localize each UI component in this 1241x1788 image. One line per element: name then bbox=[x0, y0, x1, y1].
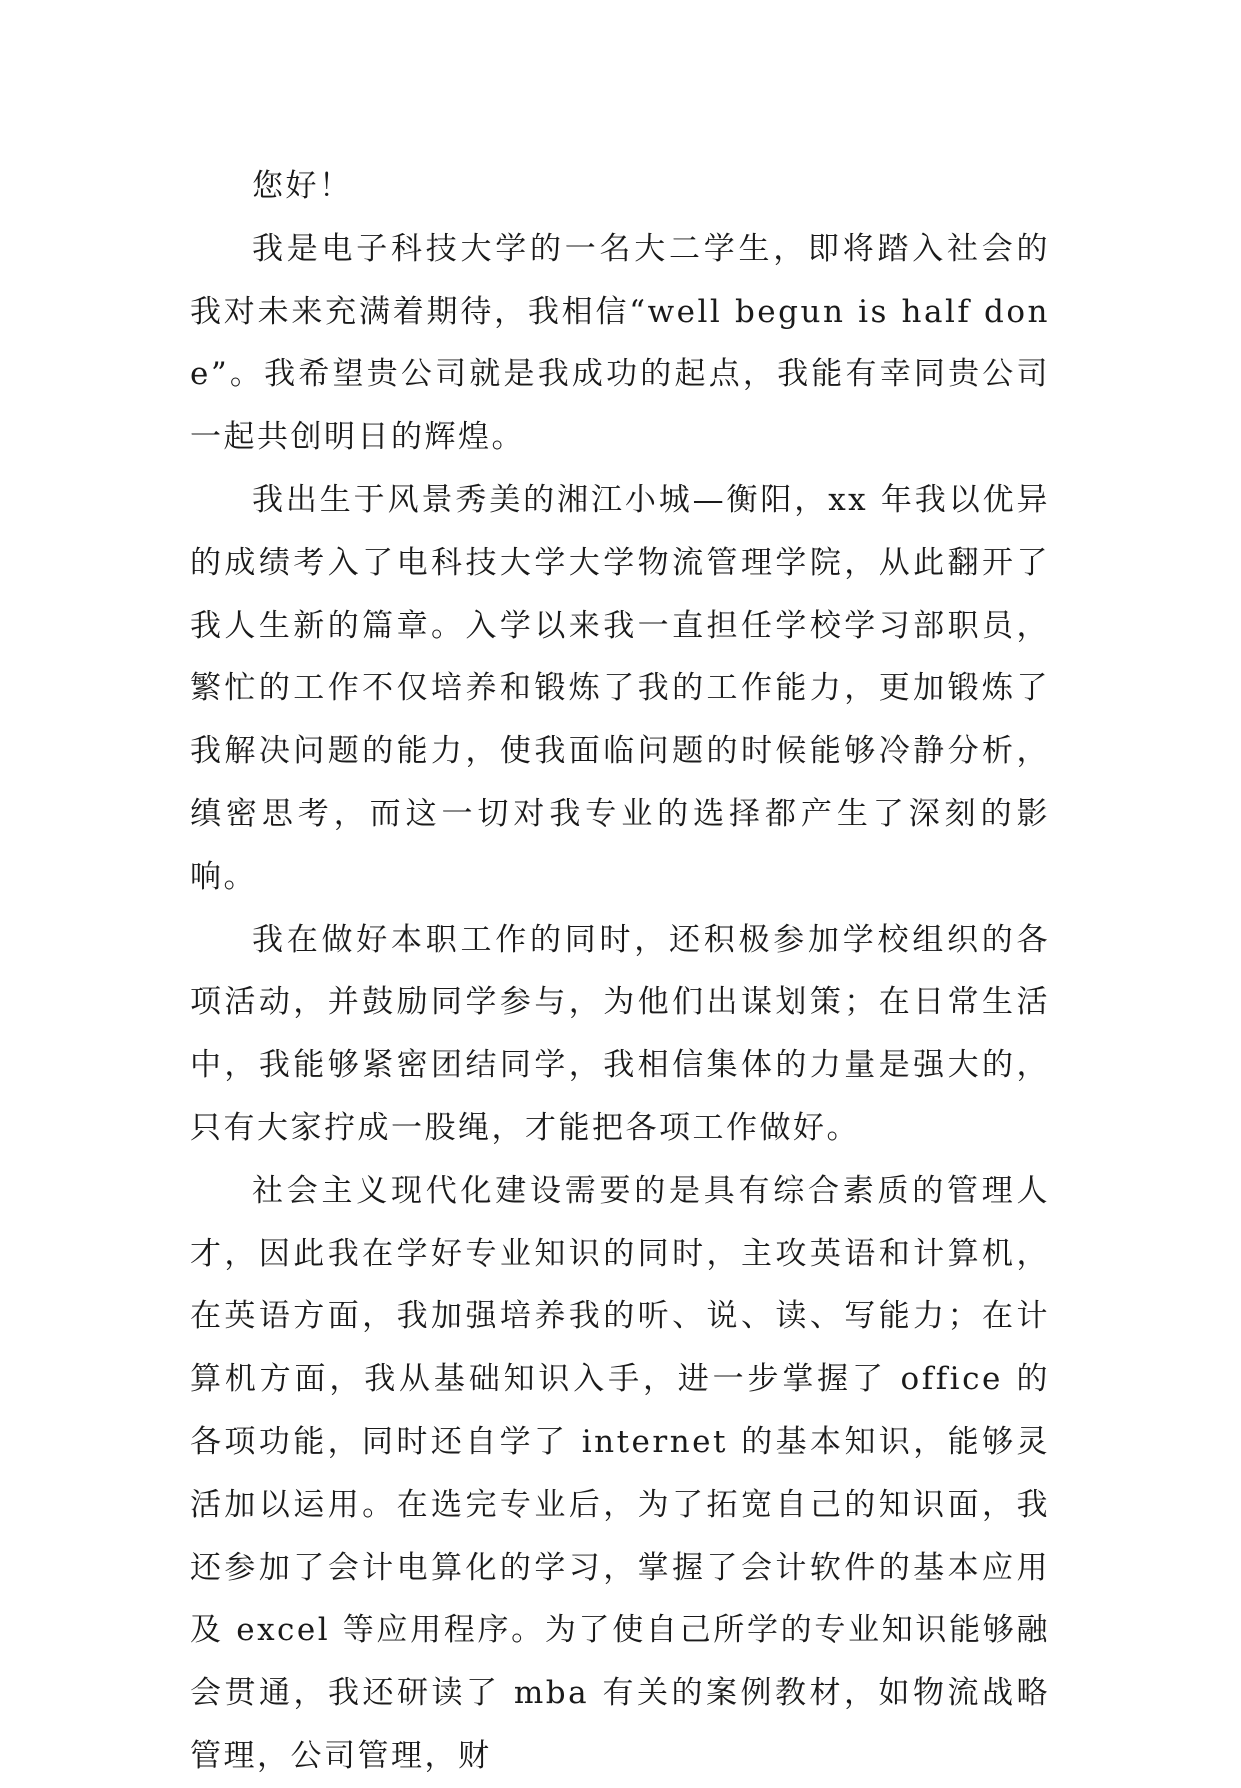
paragraph-introduction: 我是电子科技大学的一名大二学生，即将踏入社会的我对未来充满着期待，我相信“well begun is half done”。我希望贵公司就是我成功的起点，我能有幸同贵公司一起共创明日的辉煌。 bbox=[190, 230, 1050, 456]
letter-body bbox=[190, 155, 1050, 1788]
paragraph-skills: 社会主义现代化建设需要的是具有综合素质的管理人才，因此我在学好专业知识的同时，主攻英语和计算机，在英语方面，我加强培养我的听、说、读、写能力；在计算机方面，我从基础知识入手，进一步掌握了 office 的各项功能，同时还自学了 internet 的基本知识，能够灵活加以运用。在选完专业后，为了拓宽自己的知识面，我还参加了会计电算化的学习，掌握了会计软件的基本应用及 excel 等应用程序。为了使自己所学的专业知识能够融会贯通，我还研读了 mba 有关的案例教材，如物流战略管理，公司管理，财 bbox=[190, 1172, 1050, 1774]
letter-greeting: 您好！ bbox=[252, 168, 353, 204]
paragraph-activities: 我在做好本职工作的同时，还积极参加学校组织的各项活动，并鼓励同学参与，为他们出谋划策；在日常生活中，我能够紧密团结同学，我相信集体的力量是强大的，只有大家拧成一股绳，才能把各项工作做好。 bbox=[190, 921, 1050, 1146]
paragraph-background: 我出生于风景秀美的湘江小城—衡阳，xx 年我以优异的成绩考入了电科技大学大学物流管理学院，从此翻开了我人生新的篇章。入学以来我一直担任学校学习部职员，繁忙的工作不仅培养和锻炼了我的工作能力，更加锻炼了我解决问题的能力，使我面临问题的时候能够冷静分析，缜密思考，而这一切对我专业的选择都产生了深刻的影响。 bbox=[190, 481, 1050, 895]
